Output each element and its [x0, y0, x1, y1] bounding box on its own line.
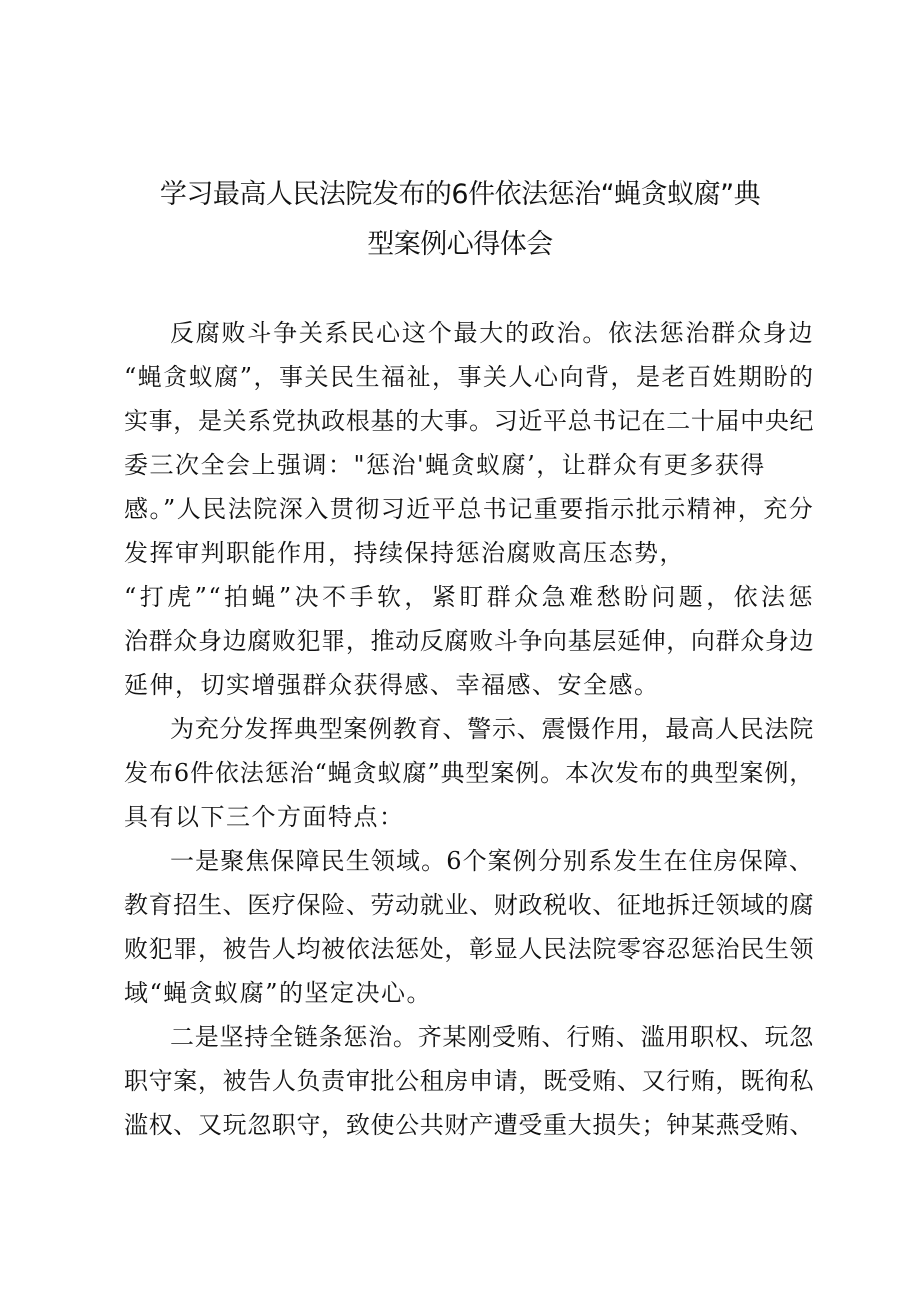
document-title-line-2: 型案例心得体会 — [367, 229, 553, 260]
paragraph-line: 具有以下三个方面特点： — [124, 803, 405, 831]
paragraph-line: 发挥审判职能作用，持续保持惩治腐败高压态势， — [124, 539, 685, 567]
paragraph-line: 反腐败斗争关系民心这个最大的政治。依法惩治群众身边 — [170, 319, 814, 347]
paragraph-line: 教育招生、医疗保险、劳动就业、财政税收、征地拆迁领域的腐 — [124, 891, 814, 919]
paragraph-line: 为充分发挥典型案例教育、警示、震慑作用，最高人民法院 — [170, 715, 814, 743]
paragraph-line: 感。”人民法院深入贯彻习近平总书记重要指示批示精神，充分 — [124, 495, 815, 523]
paragraph-line: 一是聚焦保障民生领域。6个案例分别系发生在住房保障、 — [170, 847, 814, 875]
paragraph-line: 治群众身边腐败犯罪，推动反腐败斗争向基层延伸，向群众身边 — [124, 627, 814, 655]
paragraph-line: 实事，是关系党执政根基的大事。习近平总书记在二十届中央纪 — [124, 407, 814, 435]
paragraph-line: 委三次全会上强调："惩治'蝇贪蚁腐’，让群众有更多获得 — [124, 451, 766, 479]
paragraph-line: “蝇贪蚁腐”，事关民生福祉，事关人心向背，是老百姓期盼的 — [124, 363, 815, 391]
paragraph-line: 发布6件依法惩治“蝇贪蚁腐”典型案例。本次发布的典型案例， — [124, 759, 814, 787]
paragraph-line: “打虎”“拍蝇”决不手软，紧盯群众急难愁盼问题，依法惩 — [124, 583, 814, 611]
paragraph-line: 滥权、又玩忽职守，致使公共财产遭受重大损失；钟某燕受贿、 — [124, 1111, 814, 1139]
paragraph-line: 败犯罪，被告人均被依法惩处，彰显人民法院零容忍惩治民生领 — [124, 935, 814, 963]
paragraph-line: 二是坚持全链条惩治。齐某刚受贿、行贿、滥用职权、玩忽 — [170, 1023, 814, 1051]
paragraph-line: 域“蝇贪蚁腐”的坚定决心。 — [124, 979, 433, 1007]
paragraph-line: 职守案，被告人负责审批公租房申请，既受贿、又行贿，既徇私 — [124, 1067, 814, 1095]
document-title-line-1: 学习最高人民法院发布的6件依法惩治“蝇贪蚁腐”典 — [159, 179, 761, 210]
paragraph-line: 延伸，切实增强群众获得感、幸福感、安全感。 — [124, 671, 660, 699]
